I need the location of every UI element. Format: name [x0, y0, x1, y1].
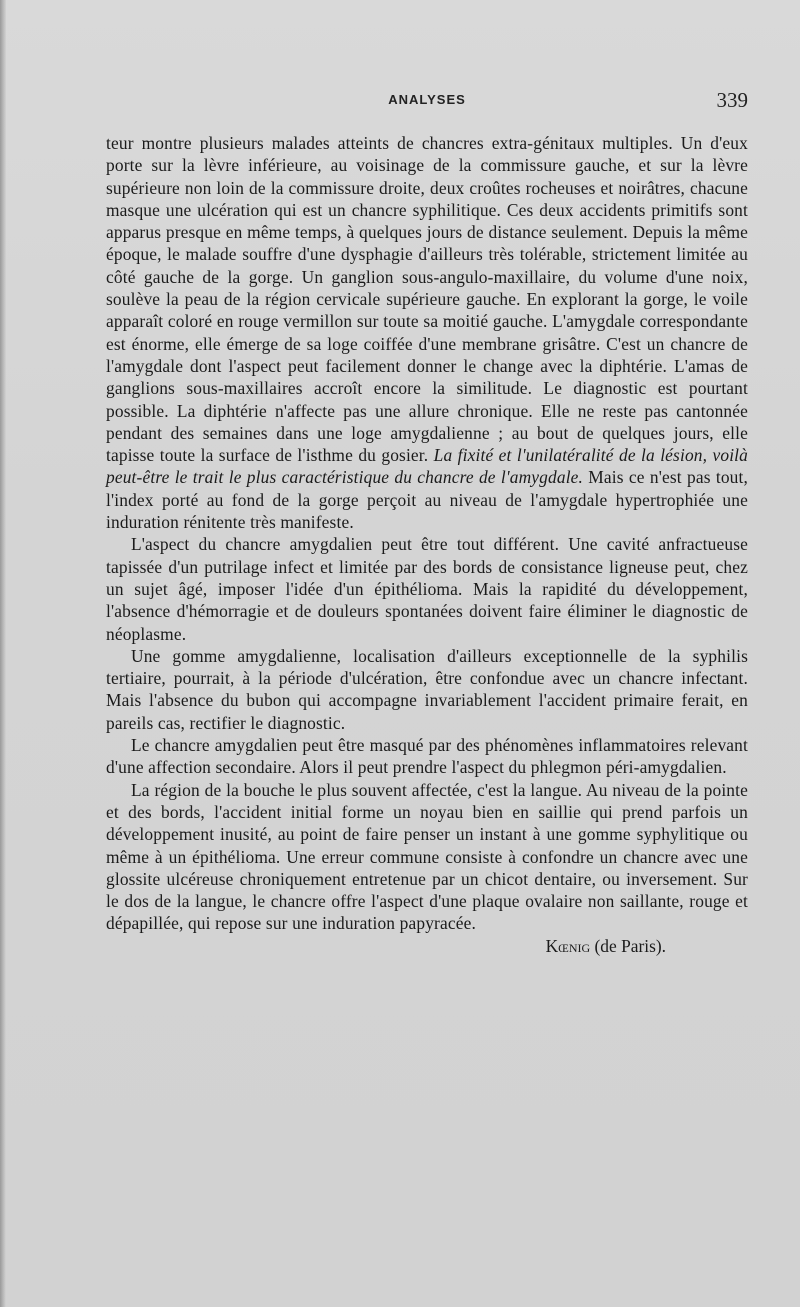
- paragraph-3: Une gomme amygdalienne, localisation d'ailleurs exceptionnelle de la syphilis tertiaire, pourrait, à la période d'ulcération, être confondue avec un chancre infectant. Mais l'absence du bubon qui accompagne invariablement l'accident primaire ferait, en pareils cas, rectifier le diagnostic.: [106, 645, 748, 733]
- signature: [106, 935, 748, 957]
- paragraph-1-text-c: Mais ce n'est pas tout, l'index porté au fond de la gorge perçoit au niveau de l'amygdale hypertrophiée une induration rénitente très manifeste.: [106, 467, 748, 533]
- page-header: [106, 88, 748, 118]
- page-binding-edge: [0, 0, 6, 1307]
- paragraph-5: La région de la bouche le plus souvent affectée, c'est la langue. Au niveau de la pointe et des bords, l'accident initial forme un noyau bien en saillie qui prend parfois un développement inusité, au point de faire penser un instant à une gomme syphylitique ou même à un épithélioma. Une erreur commune consiste à confondre un chancre avec une glossite ulcéreuse chroniquement entretenue par un chicot dentaire, ou inversement. Sur le dos de la langue, le chancre offre l'aspect d'une plaque ovalaire non saillante, rouge et dépapillée, qui repose sur une induration papyracée.: [106, 779, 748, 934]
- page-number: 339: [716, 88, 748, 112]
- paragraph-4: Le chancre amygdalien peut être masqué par des phénomènes inflammatoires relevant d'une affection secondaire. Alors il peut prendre l'aspect du phlegmon péri-amygdalien.: [106, 735, 748, 778]
- paragraph-2: L'aspect du chancre amygdalien peut être tout différent. Une cavité anfractueuse tapissée d'un putrilage infect et limitée par des bords de consistance ligneuse peut, chez un sujet âgé, imposer l'idée d'un épithélioma. Mais la rapidité du développement, l'absence d'hémorragie et de douleurs spontanées doivent faire éliminer le diagnostic de néoplasme.: [106, 534, 748, 644]
- signature-author: Kœnig: [545, 935, 591, 956]
- paragraph-1-italic-emphasis: La fixité et l'unilatéralité de la lésion, voilà peut-être le trait le plus caractéristique du chancre de l'amygdale.: [106, 445, 748, 488]
- running-head: ANALYSES: [388, 92, 466, 107]
- paragraph-1: [106, 132, 748, 533]
- paragraph-1-text-a: teur montre plusieurs malades atteints de chancres extra-génitaux multiples. Un d'eux porte sur la lèvre inférieure, au voisinage de la commissure gauche, et sur la lèvre supérieure non loin de la commissure droite, deux croûtes rocheuses et noirâtres, chacune masque une ulcération qui est un chancre syphilitique. Ces deux accidents primitifs sont apparus presque en même temps, à quelques jours de distance seulement. Depuis la même époque, le malade souffre d'une dysphagie d'ailleurs très tolérable, strictement limitée au côté gauche de la gorge. Un ganglion sous-angulo-maxillaire, du volume d'une noix, soulève la peau de la région cervicale supérieure gauche. En explorant la gorge, le voile apparaît coloré en rouge vermillon sur toute sa moitié gauche. L'amygdale correspondante est énorme, elle émerge de sa loge coiffée d'une membrane grisâtre. C'est un chancre de l'amygdale dont l'aspect peut facilement donner le change avec la diphtérie. L'amas de ganglions sous-maxillaires accroît encore la similitude. Le diagnostic est pourtant possible. La diphtérie n'affecte pas une allure chronique. Elle ne reste pas cantonnée pendant des semaines dans une loge amygdalienne ; au bout de quelques jours, elle tapisse toute la surface de l'isthme du gosier.: [106, 133, 748, 466]
- signature-affiliation: (de Paris).: [594, 935, 666, 956]
- body-text: [106, 132, 748, 957]
